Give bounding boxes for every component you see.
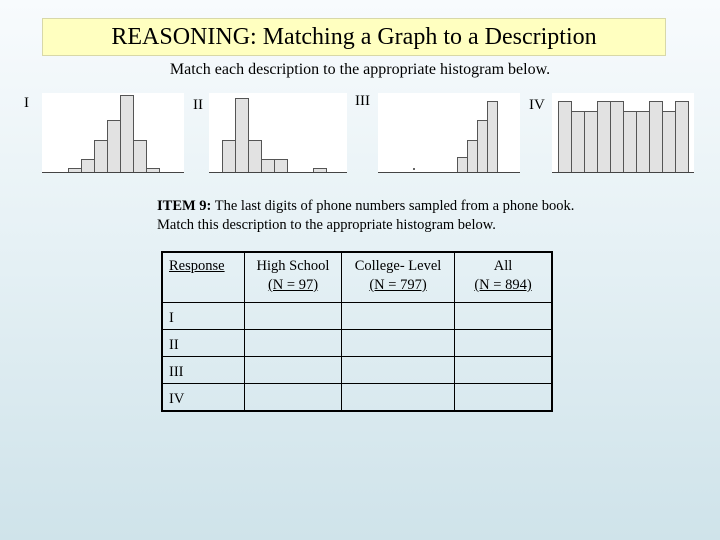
- histogram-bar: [235, 98, 249, 173]
- slide-title: [42, 18, 666, 56]
- all-cell: [455, 303, 553, 330]
- response-cell: III: [162, 357, 245, 384]
- histogram-tick-mark: [413, 168, 415, 170]
- slide-title-text: REASONING: Matching a Graph to a Description: [111, 23, 597, 50]
- histogram-bar: [571, 111, 585, 173]
- histogram-bar: [133, 140, 147, 173]
- histogram-bar: [558, 101, 572, 173]
- histogram-bar: [261, 159, 275, 173]
- item-description: [157, 197, 597, 235]
- instruction-text: Match each description to the appropriate histogram below.: [169, 61, 551, 78]
- histogram-bar: [274, 159, 288, 173]
- high-school-cell: [245, 384, 342, 412]
- college-level-cell: [342, 330, 455, 357]
- histogram-bar: [487, 101, 498, 173]
- histogram-bar: [584, 111, 598, 173]
- histogram-iv: [552, 93, 694, 173]
- histogram-bar: [222, 140, 236, 173]
- histogram-label-ii: II: [193, 97, 203, 113]
- histogram-bar: [610, 101, 624, 173]
- response-cell: II: [162, 330, 245, 357]
- histogram-bar: [649, 101, 663, 173]
- histogram-bar: [120, 95, 134, 173]
- header-high-school: High School (N = 97): [245, 252, 342, 303]
- high-school-cell: [245, 330, 342, 357]
- histogram-bar: [94, 140, 108, 173]
- histogram-label-i: I: [24, 95, 29, 111]
- histogram-baseline: [42, 172, 184, 173]
- table-row: [162, 384, 552, 412]
- histogram-ii: [209, 93, 347, 173]
- header-all: All (N = 894): [455, 252, 553, 303]
- histogram-bar: [107, 120, 121, 173]
- response-cell: I: [162, 303, 245, 330]
- college-level-cell: [342, 384, 455, 412]
- histogram-bar: [623, 111, 637, 173]
- histogram-label-iii: III: [355, 93, 370, 109]
- high-school-cell: [245, 303, 342, 330]
- response-table: [161, 251, 553, 412]
- item-body: The last digits of phone numbers sampled from a phone book. Match this description to the appropriate histogram below.: [157, 198, 575, 233]
- all-cell: [455, 357, 553, 384]
- college-level-cell: [342, 357, 455, 384]
- table-row: [162, 303, 552, 330]
- histogram-baseline: [552, 172, 694, 173]
- table-row: [162, 357, 552, 384]
- table-row: [162, 330, 552, 357]
- high-school-cell: [245, 357, 342, 384]
- histogram-bar: [636, 111, 650, 173]
- histogram-iii: [378, 93, 520, 173]
- all-cell: [455, 384, 553, 412]
- college-level-cell: [342, 303, 455, 330]
- histogram-bar: [662, 111, 676, 173]
- all-cell: [455, 330, 553, 357]
- histogram-bar: [248, 140, 262, 173]
- histogram-label-iv: IV: [529, 97, 545, 113]
- table-header-row: [162, 252, 552, 303]
- histogram-baseline: [378, 172, 520, 173]
- response-cell: IV: [162, 384, 245, 412]
- histogram-bar: [597, 101, 611, 173]
- histogram-bar: [81, 159, 95, 173]
- header-response: Response: [162, 252, 245, 303]
- header-college-level: College- Level (N = 797): [342, 252, 455, 303]
- histogram-bar: [675, 101, 689, 173]
- histogram-baseline: [209, 172, 347, 173]
- histogram-i: [42, 93, 184, 173]
- item-number: ITEM 9:: [157, 198, 212, 214]
